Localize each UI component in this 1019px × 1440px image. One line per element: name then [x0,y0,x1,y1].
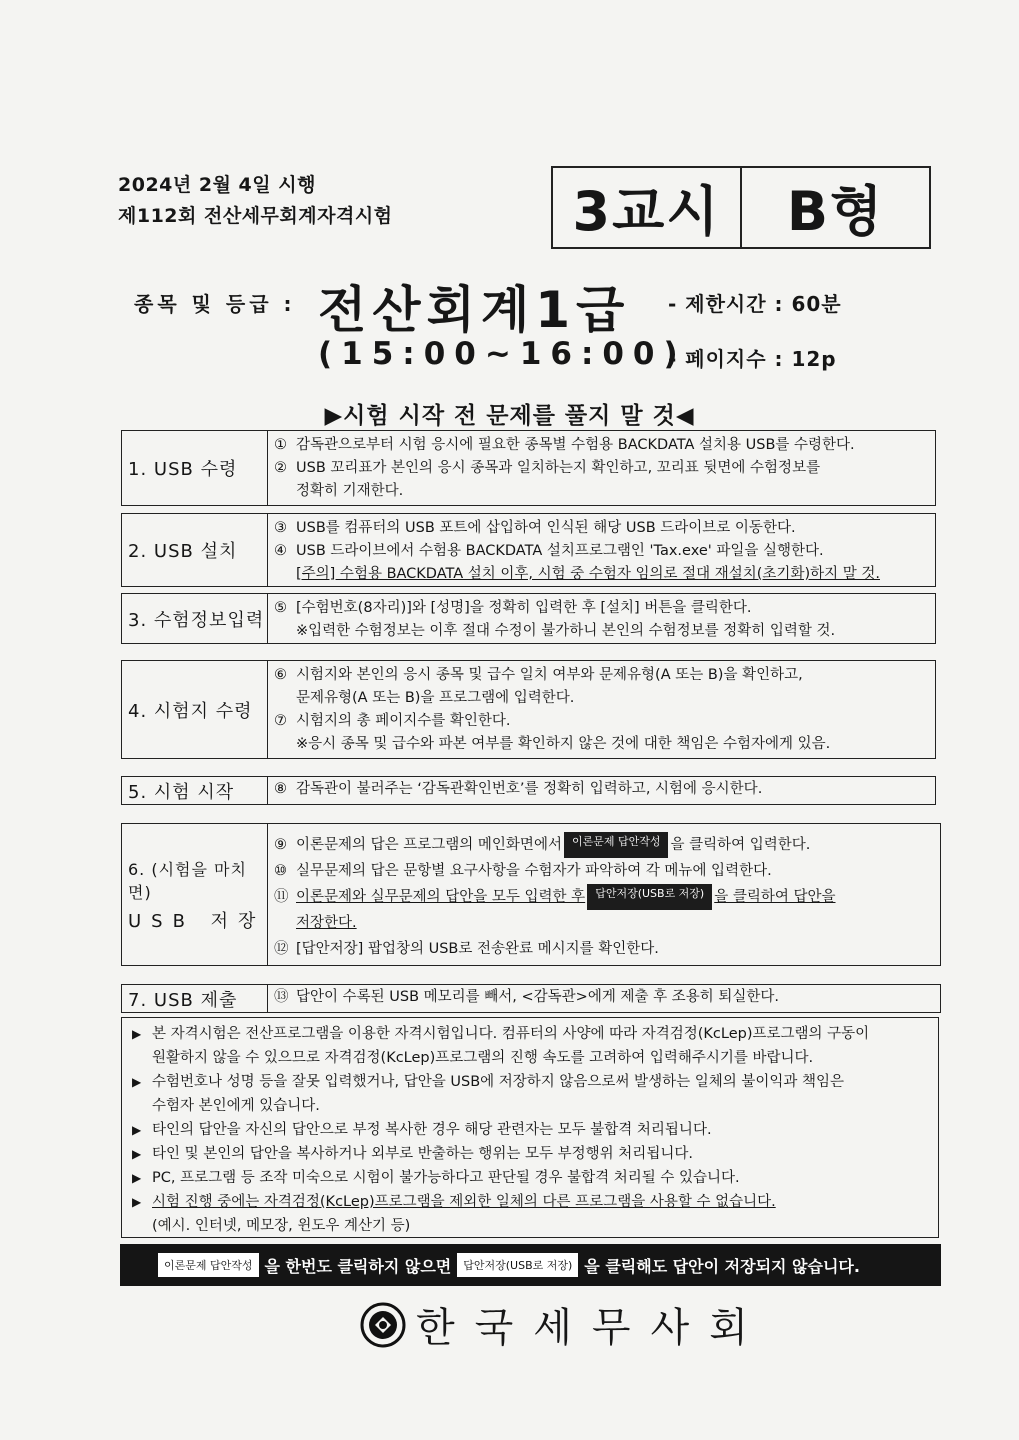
triangle-bullet-icon: ▶ [132,1123,142,1137]
step-text: [수험번호(8자리)]와 [성명]을 정확히 입력한 후 [설치] 버튼을 클릭한다. [296,600,752,616]
step-info-input: 3. 수험정보입력 ⑤ [수험번호(8자리)]와 [성명]을 정확히 입력한 후 [설치] 버튼을 클릭한다. ※입력한 수험정보는 이후 절대 수정이 불가하니 본인의 수험정보를 정확히 입력할 것. [121,593,936,644]
notice-text: (예시. 인터넷, 메모장, 윈도우 계산기 등) [152,1218,411,1234]
triangle-bullet-icon: ▶ [132,1195,142,1209]
step-label [122,824,268,965]
organization-name: 한국세무사회 [416,1305,768,1351]
notice-text: 원활하지 않을 수 있으므로 자격검정(KcLep)프로그램의 진행 속도를 고려하여 입력해주시기를 바랍니다. [152,1050,814,1066]
step-text: 시험지와 본인의 응시 종목 및 급수 일치 여부와 문제유형(A 또는 B)을 확인하고, [296,667,803,683]
step-text: 을 클릭하여 입력한다. [670,837,811,853]
step-label: 4. 시험지 수령 [122,661,268,758]
step-text: 을 클릭하여 답안을 [714,889,836,905]
notice-box [121,1017,939,1238]
exam-name: 제112회 전산세무회계자격시험 [118,205,393,227]
notice-text: PC, 프로그램 등 조작 미숙으로 시험이 불가능하다고 판단될 경우 불합격 처리될 수 있습니다. [152,1170,740,1186]
step-text: 실무문제의 답은 문항별 요구사항을 수험자가 파악하여 각 메뉴에 입력한다. [296,863,772,879]
step-text: 시험지의 총 페이지수를 확인한다. [296,713,511,729]
step-text: ※입력한 수험정보는 이후 절대 수정이 불가하니 본인의 수험정보를 정확히 입력할 것. [296,623,836,639]
theory-answer-chip: 이론문제 답안작성 [158,1253,259,1277]
step-label: 3. 수험정보입력 [122,594,268,643]
subject-label: 종목 및 등급 : [134,292,296,316]
step-label: 5. 시험 시작 [122,777,268,804]
step-usb-save: 6. (시험을 마치면) USB 저장 ⑨ 이론문제의 답은 프로그램의 메인화면에서 이론문제 답안작성 을 클릭하여 입력한다. ⑩ 실무문제의 답은 문항별 요구사항을 수험자가 파악하여 각 메뉴에 입력한다. ⑪ 이론문제와 실무문제의 답안을 모두 입력한 후 답안저장(USB로 저장) 을 클릭하여 답안을 저장한다. ⑫ [답안저장] 팝업창의 USB로 전송완료 메시지를 확인한다. [121,823,941,966]
subject-time: (15:00~16:00) [318,336,687,372]
notice-text: 본 자격시험은 전산프로그램을 이용한 자격시험입니다. 컴퓨터의 사양에 따라 자격검정(KcLep)프로그램의 구동이 [152,1026,870,1042]
step-text: ※응시 종목 및 급수와 파본 여부를 확인하지 않은 것에 대한 책임은 수험자에게 있음. [296,736,831,752]
session-box [551,166,931,249]
triangle-bullet-icon: ▶ [132,1027,142,1041]
notice-text: 타인의 답안을 자신의 답안으로 부정 복사한 경우 해당 관련자는 모두 불합격 처리됩니다. [152,1122,712,1138]
time-limit: - 제한시간 : 60분 [668,292,842,316]
step-text: 감독관으로부터 시험 응시에 필요한 종목별 수험용 BACKDATA 설치용 USB를 수령한다. [296,437,855,453]
step-usb-receive: 1. USB 수령 ① 감독관으로부터 시험 응시에 필요한 종목별 수험용 BACKDATA 설치용 USB를 수령한다. ② USB 꼬리표가 본인의 응시 종목과 일치하는지 확인하고, 꼬리표 뒷면에 수험정보를 정확히 기재한다. [121,430,936,506]
organization-logo-icon [360,1302,406,1348]
step-label: 2. USB 설치 [122,514,268,586]
exam-date: 2024년 2월 4일 시행 [118,174,316,196]
theory-answer-chip: 이론문제 답안작성 [564,832,669,858]
notice-text: 타인 및 본인의 답안을 복사하거나 외부로 반출하는 행위는 모두 부정행위 처리됩니다. [152,1146,693,1162]
triangle-bullet-icon: ▶ [132,1171,142,1185]
footer-warning-bar [120,1244,941,1286]
step-usb-submit: 7. USB 제출 ⑬ 답안이 수록된 USB 메모리를 빼서, <감독관>에게 제출 후 조용히 퇴실한다. [121,984,941,1013]
notice-text: 시험 진행 중에는 자격검정(KcLep)프로그램을 제외한 일체의 다른 프로그램을 사용할 수 없습니다. [152,1194,776,1210]
notice-text: 수험번호나 성명 등을 잘못 입력했거나, 답안을 USB에 저장하지 않음으로써 발생하는 일체의 불이익과 책임은 [152,1074,844,1090]
save-answer-chip: 답안저장(USB로 저장) [457,1253,578,1277]
save-answer-chip: 답안저장(USB로 저장) [587,884,712,910]
session-number: 3교시 [572,180,721,243]
step-paper-receive: 4. 시험지 수령 ⑥ 시험지와 본인의 응시 종목 및 급수 일치 여부와 문제유형(A 또는 B)을 확인하고, 문제유형(A 또는 B)을 프로그램에 입력한다. ⑦ 시험지의 총 페이지수를 확인한다. ※응시 종목 및 급수와 파본 여부를 확인하지 않은 것에 대한 책임은 수험자에게 있음. [121,660,936,759]
step-usb-install: 2. USB 설치 ③ USB를 컴퓨터의 USB 포트에 삽입하여 인식된 해당 USB 드라이브로 이동한다. ④ USB 드라이브에서 수험용 BACKDATA 설치프로그램인 'Tax.exe' 파일을 실행한다. [주의] 수험용 BACKDATA 설치 이후, 시험 중 수험자 임의로 절대 재설치(초기화)하지 말 것. [121,513,936,587]
step-text: USB 꼬리표가 본인의 응시 종목과 일치하는지 확인하고, 꼬리표 뒷면에 수험정보를 [296,460,821,476]
start-warning: ▶시험 시작 전 문제를 풀지 말 것◀ [324,403,695,429]
step-exam-start: 5. 시험 시작 ⑧ 감독관이 불러주는 ‘감독관확인번호’를 정확히 입력하고, 시험에 응시한다. [121,776,936,805]
step-text: 감독관이 불러주는 ‘감독관확인번호’를 정확히 입력하고, 시험에 응시한다. [296,781,763,797]
notice-text: 수험자 본인에게 있습니다. [152,1098,320,1114]
footer-text: 을 클릭해도 답안이 저장되지 않습니다. [584,1256,860,1276]
step-text: 이론문제와 실무문제의 답안을 모두 입력한 후 [296,889,586,905]
install-caution: [주의] 수험용 BACKDATA 설치 이후, 시험 중 수험자 임의로 절대 재설치(초기화)하지 말 것. [296,566,880,582]
triangle-bullet-icon: ▶ [132,1075,142,1089]
step-text: 저장한다. [296,915,357,931]
step-text: 답안이 수록된 USB 메모리를 빼서, <감독관>에게 제출 후 조용히 퇴실한다. [296,989,779,1005]
step-label: 1. USB 수령 [122,431,268,505]
footer-text: 을 한번도 클릭하지 않으면 [264,1256,452,1276]
step-text: USB 드라이브에서 수험용 BACKDATA 설치프로그램인 'Tax.exe' 파일을 실행한다. [296,543,824,559]
step-label-line: 6. (시험을 마치면) [128,859,247,902]
organization [360,1296,768,1353]
page-count: - 페이지수 : 12p [668,347,837,371]
step-text: 정확히 기재한다. [296,483,404,499]
subject-title: 전산회계1급 [318,281,631,339]
step-text: USB를 컴퓨터의 USB 포트에 삽입하여 인식된 해당 USB 드라이브로 이동한다. [296,520,796,536]
step-text: 문제유형(A 또는 B)을 프로그램에 입력한다. [296,690,575,706]
step-text: 이론문제의 답은 프로그램의 메인화면에서 [296,837,562,853]
step-text: [답안저장] 팝업창의 USB로 전송완료 메시지를 확인한다. [296,941,659,957]
exam-type: B형 [740,168,929,247]
step-label-line: USB 저장 [128,910,266,932]
step-label: 7. USB 제출 [122,985,268,1012]
triangle-bullet-icon: ▶ [132,1147,142,1161]
